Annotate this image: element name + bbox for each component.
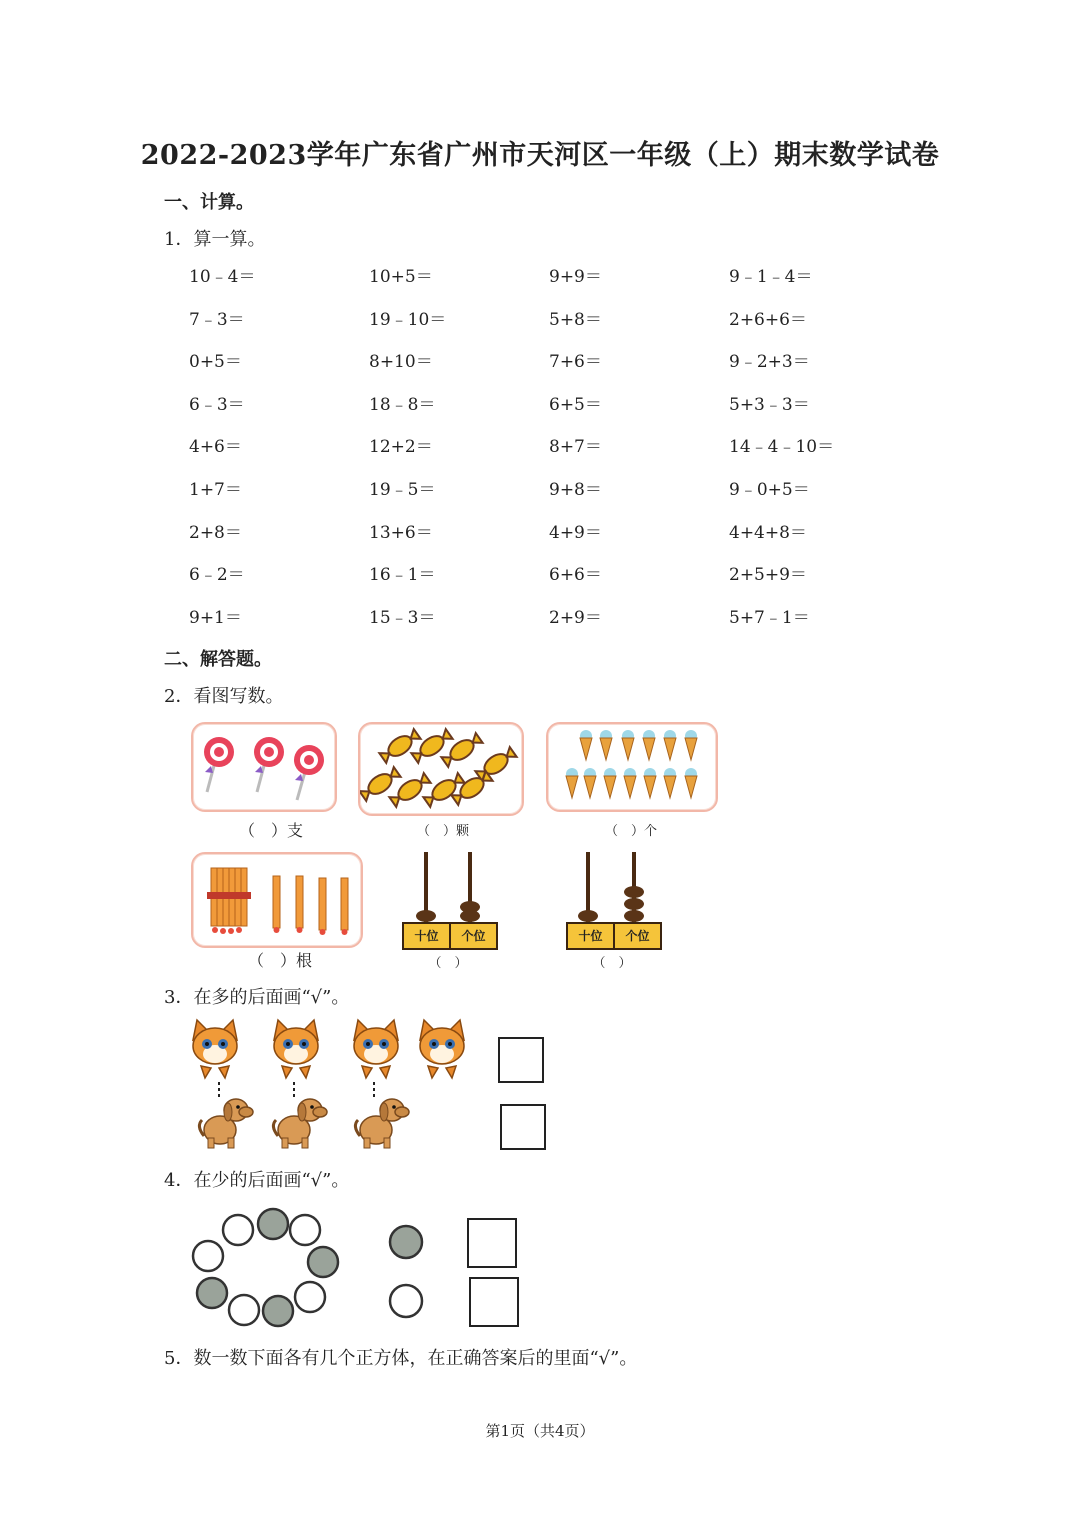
calc-problem: 9﹣0+5＝: [729, 479, 810, 500]
answer-box-dogs[interactable]: [500, 1104, 546, 1150]
calc-problem: 6﹣2＝: [189, 565, 245, 586]
question-2-prompt: 2．看图写数。: [164, 686, 284, 707]
lollipop-caption: （ ）支: [238, 821, 303, 840]
calc-problem: 6﹣3＝: [189, 394, 245, 415]
gray-circle-icon: [263, 1296, 293, 1326]
calc-problem: 13+6＝: [369, 522, 433, 543]
abacus-tens-label: 十位: [568, 924, 615, 948]
calc-problem: 9﹣1﹣4＝: [729, 267, 813, 287]
abacus-tens-label: 十位: [404, 924, 451, 948]
dog-icon: [199, 1099, 253, 1148]
calc-problem: 14﹣4﹣10＝: [729, 437, 835, 458]
calc-row: [189, 603, 909, 646]
question-3-prompt: 3．在多的后面画“√”。: [164, 987, 350, 1008]
candy-picture-box: [358, 722, 524, 816]
candy-icon: [360, 724, 522, 814]
icecream-icon: [548, 724, 716, 810]
page-title: 2022-2023学年广东省广州市天河区一年级（上）期末数学试卷: [140, 140, 940, 171]
gray-circle-key-icon: [390, 1226, 422, 1258]
abacus-rods-icon: [400, 852, 496, 922]
calc-problem: 2+6+6＝: [729, 309, 807, 330]
calc-row: [189, 475, 909, 518]
white-circle-icon: [193, 1241, 223, 1271]
abacus-base: [402, 922, 498, 950]
calculation-grid: [189, 262, 909, 645]
calc-problem: 6+6＝: [549, 565, 602, 586]
calc-problem: 10﹣4＝: [189, 267, 256, 287]
calc-problem: 18﹣8＝: [369, 394, 436, 415]
sticks-caption: （ ）根: [247, 951, 312, 970]
dog-icon: [355, 1099, 409, 1148]
abacus-1: [400, 852, 496, 950]
calc-problem: 8+7＝: [549, 437, 602, 458]
calc-problem: 16﹣1＝: [369, 565, 436, 586]
calc-problem: 2+9＝: [549, 607, 602, 628]
answer-box-cats[interactable]: [498, 1037, 544, 1083]
abacus-ones-label: 个位: [625, 929, 650, 943]
calc-problem: 12+2＝: [369, 437, 433, 458]
calc-problem: 19﹣10＝: [369, 309, 447, 330]
question-5-prompt: 5．数一数下面各有几个正方体，在正确答案后的里面“√”。: [164, 1348, 638, 1369]
calc-problem: 9+9＝: [549, 267, 602, 287]
lollipop-icon: [193, 724, 335, 810]
cat-icon: [354, 1020, 398, 1078]
calc-row: [189, 262, 909, 305]
white-circle-icon: [229, 1295, 259, 1325]
page-footer: 第1页（共4页）: [485, 1422, 595, 1440]
calc-problem: 5+3﹣3＝: [729, 394, 810, 415]
lollipop-picture-box: [191, 722, 337, 812]
circles-illustration: [186, 1202, 436, 1332]
calc-problem: 2+8＝: [189, 522, 242, 543]
candy-caption: （ ）颗: [416, 824, 469, 839]
calc-row: [189, 305, 909, 348]
calc-problem: 9﹣2+3＝: [729, 352, 810, 373]
question-1-prompt: 1．算一算。: [164, 229, 266, 250]
sticks-bundle-icon: [193, 854, 361, 946]
calc-problem: 1+7＝: [189, 479, 242, 500]
white-circle-icon: [290, 1215, 320, 1245]
calc-problem: 4+4+8＝: [729, 522, 807, 543]
calc-row: [189, 390, 909, 433]
cats-and-dogs-illustration: [186, 1018, 476, 1154]
gray-circle-icon: [258, 1209, 288, 1239]
gray-circle-icon: [308, 1247, 338, 1277]
abacus-base: [566, 922, 662, 950]
calc-problem: 7+6＝: [549, 352, 602, 373]
calc-row: [189, 347, 909, 390]
calc-problem: 7﹣3＝: [189, 309, 245, 330]
calc-problem: 4+9＝: [549, 522, 602, 543]
white-circle-key-icon: [390, 1285, 422, 1317]
icecream-caption: （ ）个: [604, 824, 657, 839]
calc-problem: 8+10＝: [369, 352, 433, 373]
abacus-ones-label: 个位: [461, 929, 486, 943]
calc-row: [189, 560, 909, 603]
cat-icon: [274, 1020, 318, 1078]
calc-problem: 15﹣3＝: [369, 607, 436, 628]
calc-problem: 2+5+9＝: [729, 565, 807, 586]
abacus-1-caption: （ ）: [428, 956, 468, 971]
gray-circle-icon: [197, 1278, 227, 1308]
calc-problem: 0+5＝: [189, 352, 242, 373]
calc-problem: 19﹣5＝: [369, 479, 436, 500]
icecream-picture-box: [546, 722, 718, 812]
calc-problem: 9+1＝: [189, 607, 242, 628]
white-circle-icon: [295, 1282, 325, 1312]
calc-problem: 5+8＝: [549, 309, 602, 330]
cat-icon: [420, 1020, 464, 1078]
section-heading-solve: 二、解答题。: [164, 649, 272, 670]
answer-box-white-circles[interactable]: [469, 1277, 519, 1327]
sticks-picture-box: [191, 852, 363, 948]
abacus-2-caption: （ ）: [592, 956, 632, 971]
abacus-rods-icon: [564, 852, 660, 922]
cat-icon: [193, 1020, 237, 1078]
white-circle-icon: [223, 1215, 253, 1245]
calc-problem: 6+5＝: [549, 394, 602, 415]
calc-problem: 5+7﹣1＝: [729, 607, 810, 628]
answer-box-gray-circles[interactable]: [467, 1218, 517, 1268]
question-4-prompt: 4．在少的后面画“√”。: [164, 1170, 350, 1191]
abacus-2: [564, 852, 660, 950]
calc-row: [189, 432, 909, 475]
calc-problem: 4+6＝: [189, 437, 242, 458]
calc-row: [189, 518, 909, 561]
calc-problem: 9+8＝: [549, 479, 602, 500]
section-heading-calculation: 一、计算。: [164, 192, 254, 213]
dog-icon: [273, 1099, 327, 1148]
calc-problem: 10+5＝: [369, 267, 433, 287]
